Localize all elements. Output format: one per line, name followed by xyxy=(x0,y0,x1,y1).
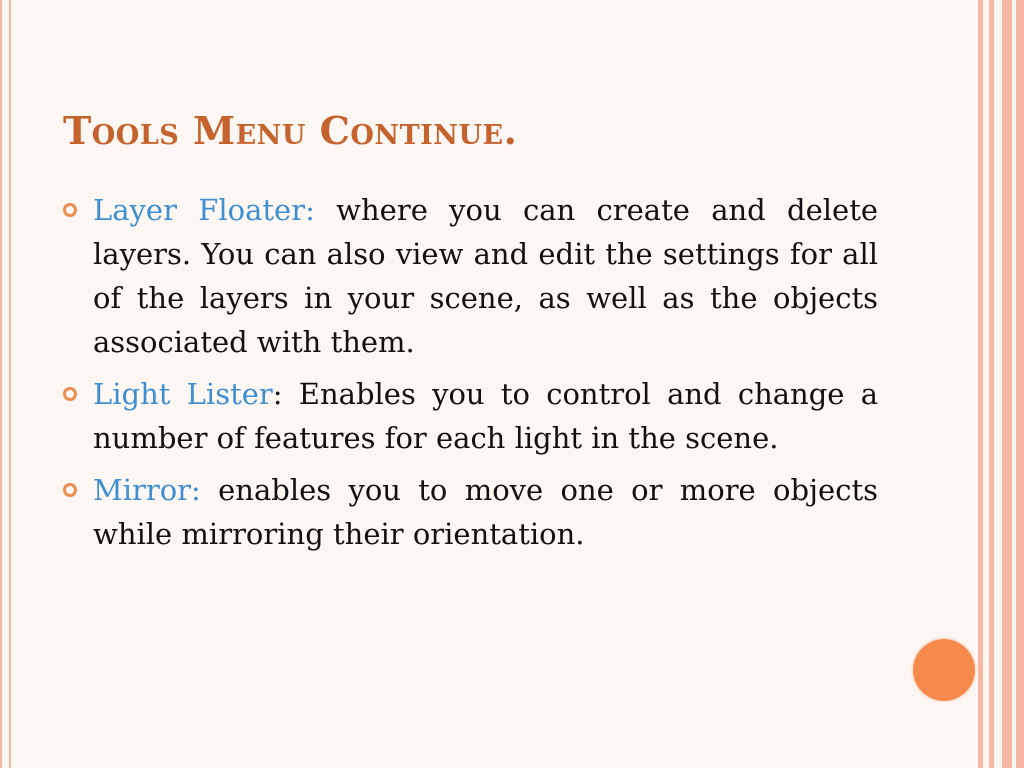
bullet-item-light-lister xyxy=(63,372,878,460)
bullet-text: where you can create and delete layers. You can also view and edit the settings for all of the layers in your scene, as well as the objects associated with them. xyxy=(93,193,879,359)
bullet-item-layer-floater xyxy=(63,188,878,364)
bullet-separator: : xyxy=(305,193,315,227)
bullet-text: Enables you to control and change a number of features for each light in the scene. xyxy=(93,377,878,455)
ring-bullet-icon xyxy=(63,483,77,497)
left-border-decoration xyxy=(0,0,11,768)
bullet-term: Light Lister xyxy=(93,377,273,411)
slide-title: Tools Menu Continue. xyxy=(63,108,518,153)
stripe-4 xyxy=(1016,0,1024,768)
bullet-list xyxy=(63,188,878,564)
stripe-3 xyxy=(1002,0,1012,768)
bullet-term: Layer Floater xyxy=(93,193,306,227)
bullet-separator: : xyxy=(191,473,201,507)
right-stripes-decoration xyxy=(978,0,1024,768)
orange-circle-decoration xyxy=(913,639,975,701)
bullet-text: enables you to move one or more objects while mirroring their orientation. xyxy=(93,473,878,551)
bullet-term: Mirror xyxy=(93,473,192,507)
ring-bullet-icon xyxy=(63,387,77,401)
bullet-separator: : xyxy=(272,377,283,411)
slide-content xyxy=(11,0,978,768)
bullet-item-mirror xyxy=(63,468,878,556)
ring-bullet-icon xyxy=(63,203,77,217)
stripe-gap-2 xyxy=(994,0,1002,768)
